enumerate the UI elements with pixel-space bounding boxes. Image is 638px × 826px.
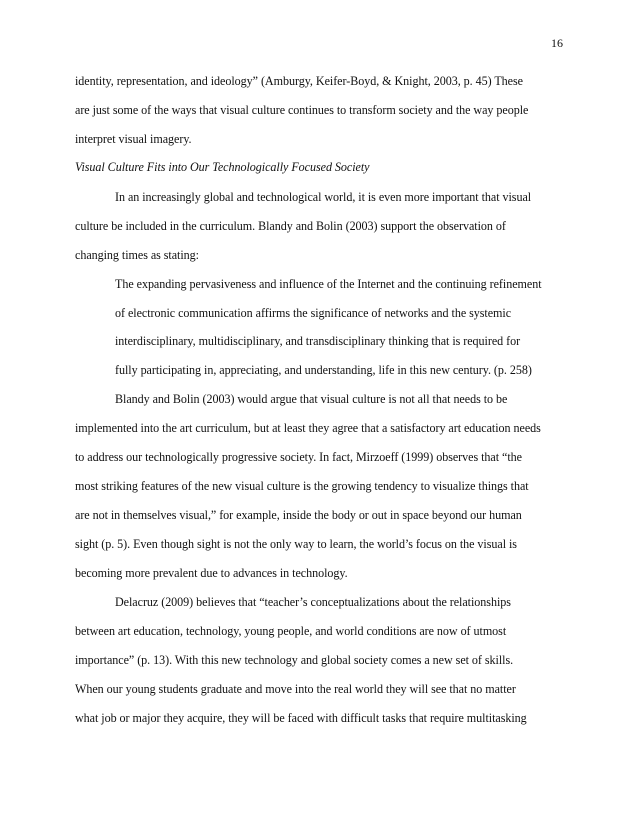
body-line: are not in themselves visual,” for example, inside the body or out in space beyond our human [75, 508, 522, 522]
body-line: Blandy and Bolin (2003) would argue that visual culture is not all that needs to be [115, 392, 508, 406]
body-line: importance” (p. 13). With this new technology and global society comes a new set of skills. [75, 653, 514, 667]
body-line: Delacruz (2009) believes that “teacher’s conceptualizations about the relationships [115, 595, 511, 609]
body-line: changing times as stating: [75, 248, 199, 262]
body-line: In an increasingly global and technological world, it is even more important that visual [115, 190, 532, 204]
block-quote-line: The expanding pervasiveness and influence of the Internet and the continuing refinement [115, 277, 542, 291]
body-line: sight (p. 5). Even though sight is not the only way to learn, the world’s focus on the visual is [75, 537, 517, 551]
block-quote-line: fully participating in, appreciating, and understanding, life in this new century. (p. 258) [115, 363, 532, 377]
body-line: interpret visual imagery. [75, 132, 192, 146]
body-line: what job or major they acquire, they will be faced with difficult tasks that require multitasking [75, 711, 527, 725]
body-line: When our young students graduate and move into the real world they will see that no matter [75, 682, 516, 696]
body-line: between art education, technology, young people, and world conditions are now of utmost [75, 624, 507, 638]
body-line: are just some of the ways that visual culture continues to transform society and the way people [75, 103, 529, 117]
body-line: culture be included in the curriculum. Blandy and Bolin (2003) support the observation of [75, 219, 506, 233]
page-number: 16 [551, 36, 563, 50]
body-line: to address our technologically progressive society. In fact, Mirzoeff (1999) observes that “the [75, 450, 522, 464]
section-heading: Visual Culture Fits into Our Technologically Focused Society [75, 160, 370, 174]
block-quote-line: interdisciplinary, multidisciplinary, and transdisciplinary thinking that is required for [115, 334, 521, 348]
body-line: implemented into the art curriculum, but at least they agree that a satisfactory art education needs [75, 421, 541, 435]
body-line: identity, representation, and ideology” (Amburgy, Keifer-Boyd, & Knight, 2003, p. 45) These [75, 74, 523, 88]
block-quote-line: of electronic communication affirms the significance of networks and the systemic [115, 306, 512, 320]
body-line: becoming more prevalent due to advances in technology. [75, 566, 348, 580]
body-line: most striking features of the new visual culture is the growing tendency to visualize things that [75, 479, 529, 493]
